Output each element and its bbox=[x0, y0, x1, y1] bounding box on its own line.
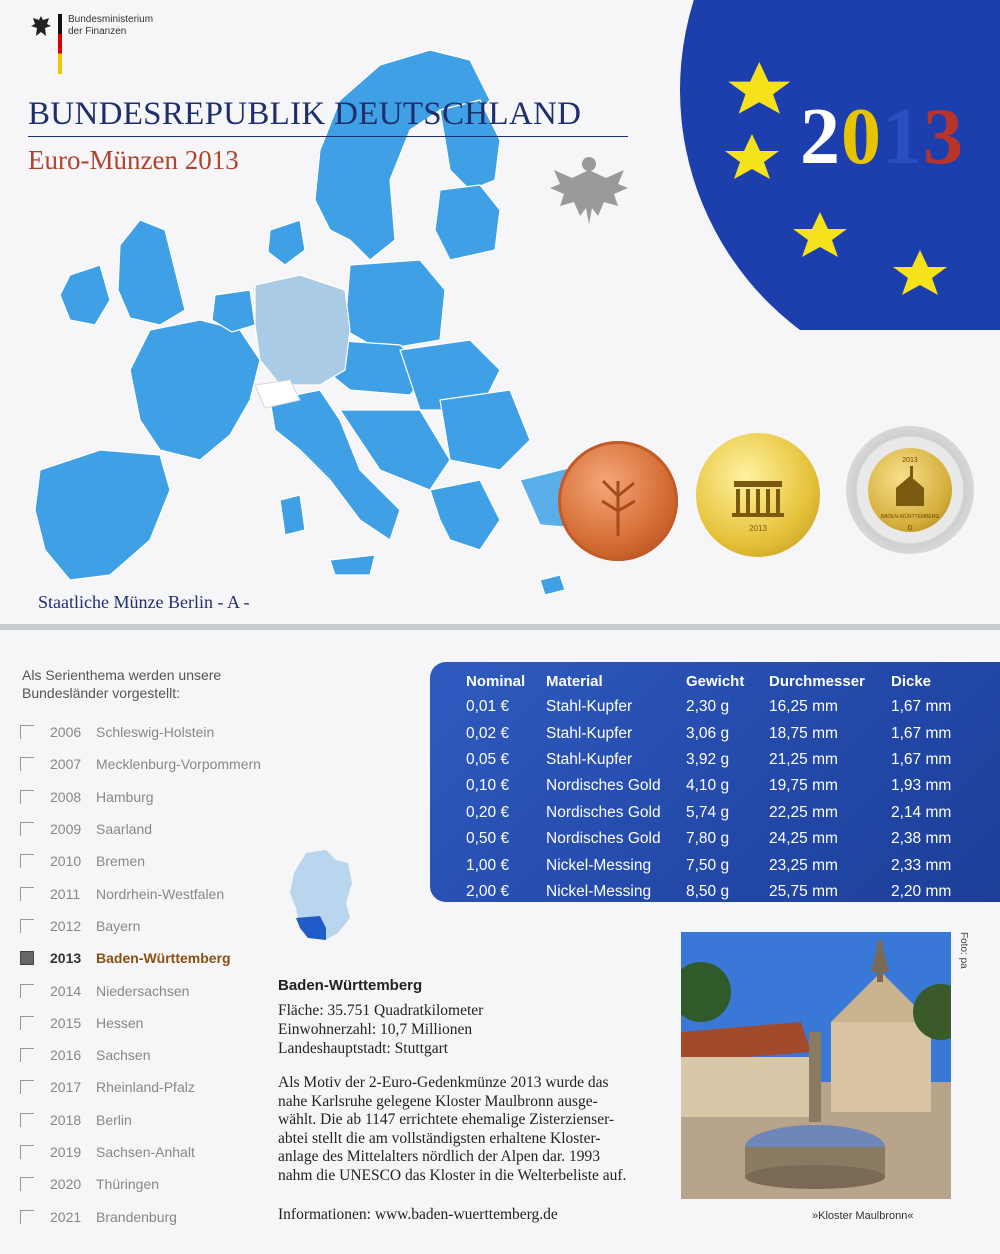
coin-1-cent bbox=[558, 441, 678, 561]
specs-cell: 1,67 mm bbox=[891, 698, 952, 716]
column-header: Material bbox=[546, 672, 603, 690]
specs-row bbox=[466, 694, 971, 720]
series-year: 2020 bbox=[50, 1176, 82, 1193]
series-item bbox=[20, 1039, 261, 1071]
specs-cell: Nickel-Messing bbox=[546, 856, 652, 874]
series-item bbox=[20, 1136, 261, 1168]
specs-cell: 0,50 € bbox=[466, 830, 510, 848]
specs-cell: 16,25 mm bbox=[769, 698, 838, 716]
specs-cell: 2,00 € bbox=[466, 882, 510, 900]
series-year: 2008 bbox=[50, 788, 82, 805]
specs-row bbox=[466, 720, 971, 746]
series-state: Saarland bbox=[96, 821, 153, 838]
cover-panel bbox=[0, 0, 1000, 624]
mint-name: Staatliche Münze Berlin - A - bbox=[38, 592, 250, 612]
series-state: Rheinland-Pfalz bbox=[96, 1079, 195, 1096]
fact-capital: Landeshauptstadt: Stuttgart bbox=[278, 1040, 449, 1057]
series-state: Hamburg bbox=[96, 788, 154, 805]
specs-cell: 0,05 € bbox=[466, 750, 510, 768]
page-title: BUNDESREPUBLIK DEUTSCHLAND bbox=[28, 96, 582, 132]
state-description: Als Motiv der 2-Euro-Gedenkmünze 2013 wurde das nahe Karlsruhe gelegene Kloster Maulbronn ausge- wählt. Die ab 1147 errichtete ehemalige Zisterzienser- abtei stellt die am vollständigsten erhaltene Kloster- anlage des Mittelalters nördlich der Alpen dar. 1993 nahm die UNESCO das Kloster in die Welterbeliste auf. bbox=[278, 1074, 627, 1184]
series-state: Bremen bbox=[96, 853, 146, 870]
specs-row bbox=[466, 773, 971, 799]
specs-cell: 5,74 g bbox=[686, 803, 730, 821]
series-state: Schleswig-Holstein bbox=[96, 724, 215, 741]
series-state: Thüringen bbox=[96, 1176, 160, 1193]
state-name: Baden-Württemberg bbox=[278, 977, 423, 994]
series-item bbox=[20, 716, 261, 748]
monastery-icon bbox=[846, 426, 974, 554]
germany-shape bbox=[255, 275, 350, 385]
series-year: 2012 bbox=[50, 917, 82, 934]
coin-year-label: 2013 bbox=[902, 457, 918, 464]
monastery-photo bbox=[681, 932, 951, 1199]
specs-cell: 7,50 g bbox=[686, 856, 730, 874]
specs-cell: 0,20 € bbox=[466, 803, 510, 821]
series-item bbox=[20, 942, 261, 974]
checkbox-icon bbox=[20, 725, 34, 739]
checkbox-icon bbox=[20, 790, 34, 804]
specs-cell: 22,25 mm bbox=[769, 803, 838, 821]
series-state: Nordrhein-Westfalen bbox=[96, 885, 225, 902]
specs-cell: Stahl-Kupfer bbox=[546, 724, 633, 742]
specs-cell: 2,33 mm bbox=[891, 856, 952, 874]
series-year: 2009 bbox=[50, 821, 82, 838]
specs-cell: 8,50 g bbox=[686, 882, 730, 900]
specs-cell: 1,93 mm bbox=[891, 777, 952, 795]
series-year: 2015 bbox=[50, 1014, 82, 1031]
checkbox-icon bbox=[20, 919, 34, 933]
coin-20-cent bbox=[696, 433, 820, 557]
series-state: Sachsen bbox=[96, 1047, 151, 1064]
series-state: Mecklenburg-Vorpommern bbox=[96, 756, 261, 773]
specs-row bbox=[466, 852, 971, 878]
series-state: Bayern bbox=[96, 917, 141, 934]
series-item bbox=[20, 1071, 261, 1103]
photo-caption: »Kloster Maulbronn« bbox=[812, 1210, 914, 1222]
specs-cell: 3,06 g bbox=[686, 724, 730, 742]
specs-cell: 2,30 g bbox=[686, 698, 730, 716]
specs-row bbox=[466, 800, 971, 826]
series-state: Brandenburg bbox=[96, 1208, 177, 1225]
year-numeral bbox=[800, 92, 964, 183]
checkbox-icon bbox=[20, 1113, 34, 1127]
checkbox-icon bbox=[20, 1080, 34, 1094]
info-panel bbox=[0, 630, 1000, 1254]
fact-population: Einwohnerzahl: 10,7 Millionen bbox=[278, 1021, 473, 1038]
series-item bbox=[20, 748, 261, 780]
coin-2-euro bbox=[846, 426, 974, 554]
specs-cell: 0,01 € bbox=[466, 698, 510, 716]
specs-cell: 3,92 g bbox=[686, 750, 730, 768]
germany-map-icon bbox=[286, 848, 356, 948]
specs-table bbox=[466, 668, 971, 905]
specs-header-row bbox=[466, 668, 971, 694]
photo-credit: Foto: pa bbox=[958, 932, 969, 969]
specs-cell: Stahl-Kupfer bbox=[546, 698, 633, 716]
specs-cell: 2,20 mm bbox=[891, 882, 952, 900]
specs-row bbox=[466, 826, 971, 852]
eagle-icon bbox=[30, 14, 52, 42]
checkbox-icon bbox=[20, 887, 34, 901]
specs-row bbox=[466, 747, 971, 773]
column-header: Durchmesser bbox=[769, 672, 865, 690]
specs-cell: 1,00 € bbox=[466, 856, 510, 874]
german-flag-bar bbox=[58, 14, 62, 74]
specs-cell: 21,25 mm bbox=[769, 750, 838, 768]
specs-cell: 0,10 € bbox=[466, 777, 510, 795]
column-header: Nominal bbox=[466, 672, 526, 690]
series-item bbox=[20, 877, 261, 909]
specs-cell: 1,67 mm bbox=[891, 724, 952, 742]
series-state: Sachsen-Anhalt bbox=[96, 1144, 195, 1160]
series-year: 2010 bbox=[50, 853, 82, 870]
year-digit: 3 bbox=[923, 93, 964, 181]
series-state: Baden-Württemberg bbox=[96, 950, 231, 967]
specs-cell: Nordisches Gold bbox=[546, 777, 661, 795]
coin-state-label: BADEN-WÜRTTEMBERG bbox=[880, 514, 940, 520]
checkbox-icon bbox=[20, 757, 34, 771]
title-divider bbox=[28, 136, 628, 137]
state-facts bbox=[278, 1001, 483, 1058]
year-digit: 1 bbox=[882, 93, 923, 181]
checkbox-icon bbox=[20, 854, 34, 868]
specs-cell: Nickel-Messing bbox=[546, 882, 652, 900]
specs-cell: 7,80 g bbox=[686, 830, 730, 848]
ministry-name: Bundesministerium der Finanzen bbox=[68, 14, 154, 37]
specs-cell: Nordisches Gold bbox=[546, 803, 661, 821]
series-item bbox=[20, 1007, 261, 1039]
series-item bbox=[20, 781, 261, 813]
oak-twig-icon bbox=[558, 441, 678, 561]
specs-cell: Nordisches Gold bbox=[546, 830, 661, 848]
checkbox-icon bbox=[20, 1016, 34, 1030]
specs-cell: 25,75 mm bbox=[769, 882, 838, 900]
brandenburg-gate-icon bbox=[696, 433, 820, 557]
series-item bbox=[20, 1200, 261, 1232]
checkbox-icon bbox=[20, 1145, 34, 1159]
specs-cell: 19,75 mm bbox=[769, 777, 838, 795]
series-year: 2017 bbox=[50, 1079, 82, 1096]
checkbox-icon bbox=[20, 1177, 34, 1191]
specs-cell: 2,38 mm bbox=[891, 830, 952, 848]
series-year: 2018 bbox=[50, 1111, 82, 1128]
specs-cell: 23,25 mm bbox=[769, 856, 838, 874]
specs-cell: 1,67 mm bbox=[891, 750, 952, 768]
series-item bbox=[20, 1168, 261, 1200]
series-year: 2006 bbox=[50, 724, 82, 741]
fact-area: Fläche: 35.751 Quadratkilometer bbox=[278, 1002, 484, 1019]
year-digit: 0 bbox=[841, 93, 882, 181]
year-digit: 2 bbox=[800, 93, 841, 181]
specs-cell: 0,02 € bbox=[466, 724, 510, 742]
series-item bbox=[20, 813, 261, 845]
checked-checkbox-icon bbox=[20, 951, 34, 965]
series-item bbox=[20, 910, 261, 942]
specs-cell: 2,14 mm bbox=[891, 803, 952, 821]
coin-year-label: 2013 bbox=[749, 524, 767, 533]
coin-mint-mark: D bbox=[907, 525, 913, 532]
series-year: 2019 bbox=[50, 1144, 82, 1160]
series-year: 2011 bbox=[50, 885, 81, 902]
series-year: 2007 bbox=[50, 756, 82, 773]
series-year: 2013 bbox=[50, 950, 82, 967]
ministry-logo bbox=[30, 14, 153, 74]
checkbox-icon bbox=[20, 984, 34, 998]
page-subtitle: Euro-Münzen 2013 bbox=[28, 145, 239, 175]
series-year: 2016 bbox=[50, 1047, 82, 1064]
series-list bbox=[20, 716, 261, 1233]
info-link: Informationen: www.baden-wuerttemberg.de bbox=[278, 1206, 558, 1223]
specs-cell: 4,10 g bbox=[686, 777, 730, 795]
column-header: Dicke bbox=[891, 672, 932, 690]
checkbox-icon bbox=[20, 822, 34, 836]
series-state: Hessen bbox=[96, 1014, 144, 1031]
series-intro: Als Serienthema werden unsere Bundesländer vorgestellt: bbox=[22, 667, 222, 701]
specs-cell: Stahl-Kupfer bbox=[546, 750, 633, 768]
specs-cell: 24,25 mm bbox=[769, 830, 838, 848]
checkbox-icon bbox=[20, 1210, 34, 1224]
series-year: 2014 bbox=[50, 982, 82, 999]
federal-eagle-icon bbox=[548, 150, 630, 232]
specs-cell: 18,75 mm bbox=[769, 724, 838, 742]
series-item bbox=[20, 974, 261, 1006]
checkbox-icon bbox=[20, 1048, 34, 1062]
series-state: Niedersachsen bbox=[96, 982, 190, 999]
column-header: Gewicht bbox=[686, 672, 745, 690]
series-item bbox=[20, 1104, 261, 1136]
series-state: Berlin bbox=[96, 1111, 132, 1128]
series-year: 2021 bbox=[50, 1208, 82, 1225]
series-item bbox=[20, 845, 261, 877]
specs-panel bbox=[430, 662, 1000, 902]
specs-row bbox=[466, 879, 971, 905]
